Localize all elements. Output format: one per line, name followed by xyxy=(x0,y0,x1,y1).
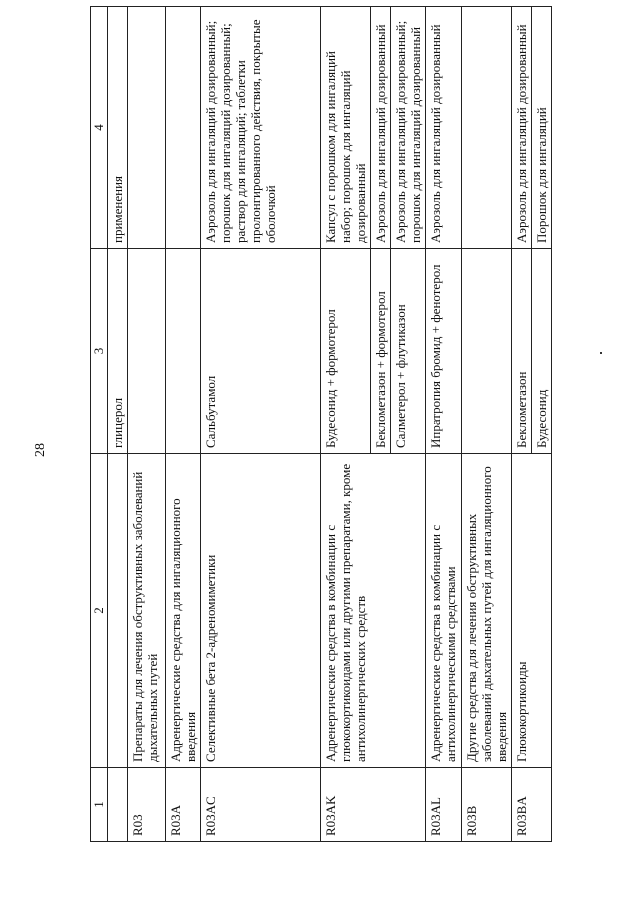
cell-drug: Будесонид xyxy=(532,249,552,454)
cell-code: R03AK xyxy=(321,768,426,842)
atc-table xyxy=(90,6,552,842)
cell-code: R03A xyxy=(166,768,201,842)
cell-code: R03 xyxy=(128,768,166,842)
cell-code: R03B xyxy=(462,768,512,842)
cell-name: Адренергические средства в комбинации с глюкокортикоидами или другими препаратами, кроме антихолинергических средств xyxy=(321,454,426,768)
table-row xyxy=(166,7,201,842)
header-col-3: 3 xyxy=(91,249,108,454)
cell-name: Селективные бета 2-адреномиметики xyxy=(201,454,321,768)
table-row xyxy=(201,7,321,842)
cell-drug: Ипратропия бромид + фенотерол xyxy=(426,249,462,454)
cell-drug xyxy=(462,249,512,454)
cell-drug: Сальбутамол xyxy=(201,249,321,454)
header-col-2: 2 xyxy=(91,454,108,768)
header-col-1: 1 xyxy=(91,768,108,842)
cell-form: Порошок для ингаляций xyxy=(532,7,552,249)
cell-form: Аэрозоль для ингаляций дозированный; порошок для ингаляций дозированный; раствор для ингаляций; таблетки пролонгированного действия, покрытые оболочкой xyxy=(201,7,321,249)
cell-form: Аэрозоль для ингаляций дозированный xyxy=(426,7,462,249)
cell-drug: Беклометазон + формотерол xyxy=(371,249,391,454)
cell-drug: Будесонид + формотерол xyxy=(321,249,371,454)
page-number: 28 xyxy=(33,443,48,457)
cell-code: R03BA xyxy=(512,768,552,842)
cell-form: Аэрозоль для ингаляций дозированный xyxy=(371,7,391,249)
header-col-4: 4 xyxy=(91,7,108,249)
cell-name xyxy=(108,454,128,768)
cell-form xyxy=(166,7,201,249)
table-row xyxy=(462,7,512,842)
cell-form xyxy=(128,7,166,249)
table-row xyxy=(128,7,166,842)
cell-code: R03AL xyxy=(426,768,462,842)
cell-code: R03AC xyxy=(201,768,321,842)
cell-drug xyxy=(166,249,201,454)
table-row xyxy=(512,7,532,842)
continued-row xyxy=(108,7,128,842)
cell-name: Другие средства для лечения обструктивных заболеваний дыхательных путей для ингаляционного введения xyxy=(462,454,512,768)
cell-drug: глицерол xyxy=(108,249,128,454)
cell-form: Аэрозоль для ингаляций дозированный xyxy=(512,7,532,249)
cell-name: Препараты для лечения обструктивных заболеваний дыхательных путей xyxy=(128,454,166,768)
cell-form xyxy=(462,7,512,249)
table-row xyxy=(321,7,371,842)
header-row xyxy=(91,7,108,842)
cell-form: Капсул с порошком для ингаляций набор; порошок для ингаляций дозированный xyxy=(321,7,371,249)
cell-drug: Беклометазон xyxy=(512,249,532,454)
cell-form: Аэрозоль для ингаляций дозированный; порошок для ингаляций дозированный xyxy=(391,7,426,249)
cell-name: Адренергические средства для ингаляционного введения xyxy=(166,454,201,768)
rotated-table-wrapper xyxy=(90,7,565,842)
cell-drug: Салметерол + флутиказон xyxy=(391,249,426,454)
cell-name: Глюкокортикоиды xyxy=(512,454,552,768)
cell-code xyxy=(108,768,128,842)
table-row xyxy=(426,7,462,842)
cell-name: Адренергические средства в комбинации с антихолинергическими средствами xyxy=(426,454,462,768)
cell-form: применения xyxy=(108,7,128,249)
cell-drug xyxy=(128,249,166,454)
